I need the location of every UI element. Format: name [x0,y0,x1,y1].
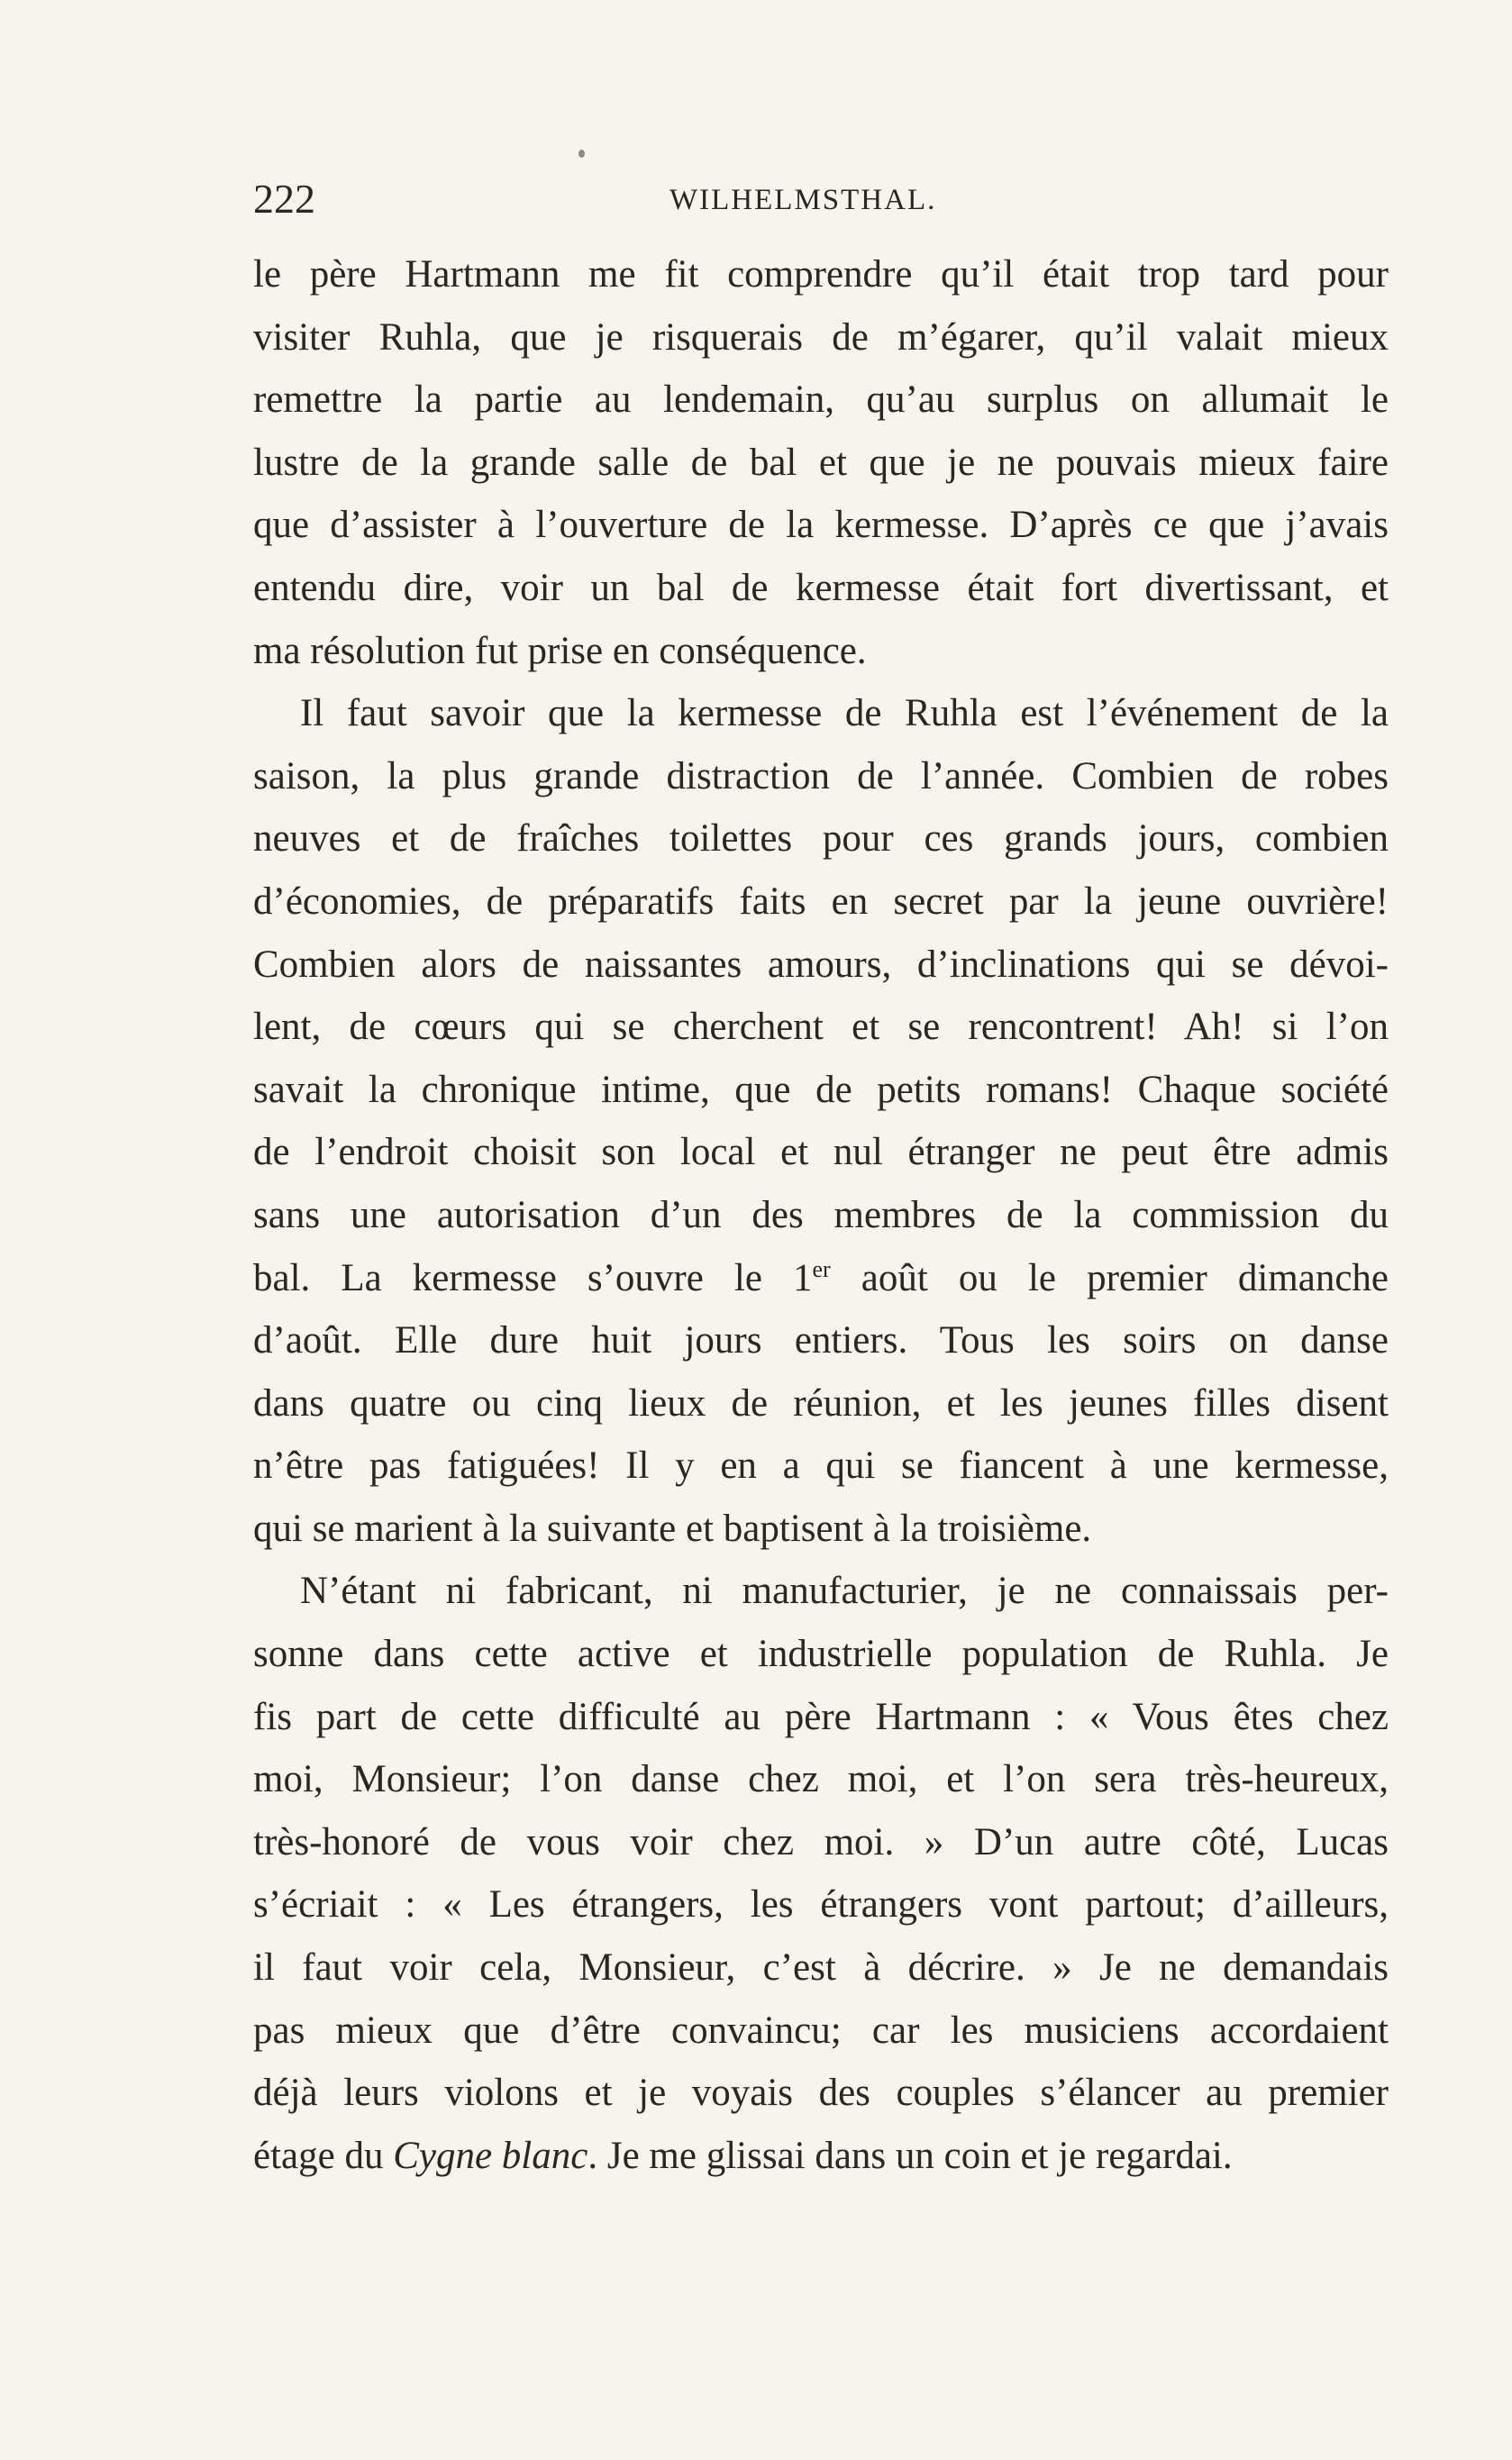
text-segment: bal. La kermesse s’ouvre le 1 [253,1256,813,1299]
text-line: s’écriait : « Les étrangers, les étrangers vont partout; d’ailleurs, [253,1883,1389,1927]
text-line: n’être pas fatiguées! Il y en a qui se fiancent à une kermesse, [253,1444,1389,1488]
text-line: sonne dans cette active et industrielle population de Ruhla. Je [253,1633,1389,1676]
running-title: WILHELMSTHAL. [669,184,937,216]
text-line: très-honoré de vous voir chez moi. » D’un autre côté, Lucas [253,1820,1389,1863]
text-line: fis part de cette difficulté au père Hartmann : « Vous êtes chez [253,1695,1389,1738]
page-header [253,177,1389,222]
text-line: lent, de cœurs qui se cherchent et se rencontrent! Ah! si l’on [253,1006,1389,1049]
text-line: saison, la plus grande distraction de l’année. Combien de robes [253,754,1389,797]
paragraph-start-line: N’étant ni fabricant, ni manufacturier, je ne connaissais per- [300,1570,1389,1613]
italic-title: Cygne blanc [393,2134,588,2177]
text-line-with-superscript [253,1247,1389,1310]
text-line: lustre de la grande salle de bal et que je ne pouvais mieux faire [253,441,1389,484]
text-line: visiter Ruhla, que je risquerais de m’égarer, qu’il valait mieux [253,315,1389,359]
text-segment: étage du [253,2134,394,2177]
text-line: sans une autorisation d’un des membres de la commission du [253,1193,1389,1236]
paragraph-start-line: Il faut savoir que la kermesse de Ruhla est l’événement de la [300,692,1389,735]
text-line: que d’assister à l’ouverture de la kermesse. D’après ce que j’avais [253,504,1389,547]
text-line: pas mieux que d’être convaincu; car les musiciens accordaient [253,2009,1389,2052]
superscript: er [812,1255,831,1282]
ink-speck [578,150,585,158]
page-number: 222 [253,176,315,222]
text-line: moi, Monsieur; l’on danse chez moi, et l’on sera très-heureux, [253,1758,1389,1801]
text-line: qui se marient à la suivante et baptisent à la troisième. [253,1507,1092,1550]
text-line: déjà leurs violons et je voyais des couples s’élancer au premier [253,2072,1389,2115]
text-line: il faut voir cela, Monsieur, c’est à décrire. » Je ne demandais [253,1946,1389,1990]
text-line: d’économies, de préparatifs faits en secret par la jeune ouvrière! [253,879,1389,923]
text-line: ma résolution fut prise en conséquence. [253,629,867,672]
body-text [253,243,1389,2187]
text-line: Combien alors de naissantes amours, d’inclinations qui se dévoi- [253,943,1389,986]
text-line-with-italic [253,2125,1389,2188]
text-line: d’août. Elle dure huit jours entiers. Tous les soirs on danse [253,1319,1389,1362]
text-line: neuves et de fraîches toilettes pour ces grands jours, combien [253,817,1389,861]
text-line: savait la chronique intime, que de petits romans! Chaque société [253,1068,1389,1111]
text-line: dans quatre ou cinq lieux de réunion, et les jeunes filles disent [253,1381,1389,1425]
text-segment: . Je me glissai dans un coin et je regardai. [587,2134,1233,2177]
text-line: de l’endroit choisit son local et nul étranger ne peut être admis [253,1131,1389,1174]
text-segment: août ou le premier dimanche [830,1256,1389,1299]
text-line: remettre la partie au lendemain, qu’au surplus on allumait le [253,378,1389,422]
text-line: le père Hartmann me fit comprendre qu’il était trop tard pour [253,253,1389,296]
text-line: entendu dire, voir un bal de kermesse était fort divertissant, et [253,566,1389,609]
